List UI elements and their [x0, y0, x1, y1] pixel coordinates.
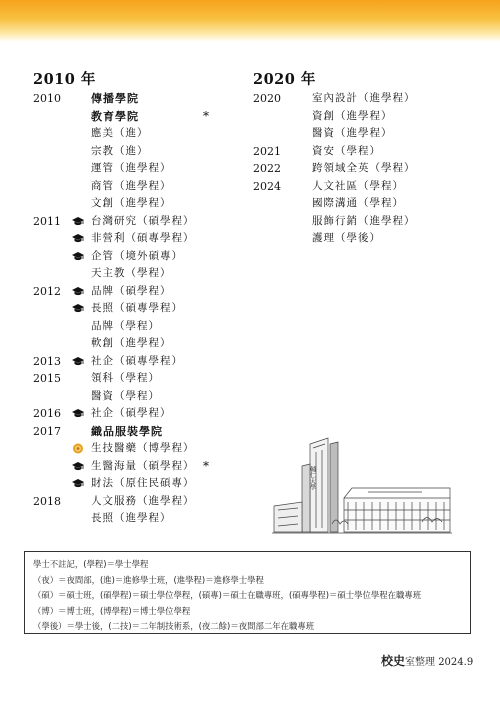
program-entry [33, 248, 243, 266]
program-name: 生技醫藥（博學程） [91, 442, 195, 454]
program-entry [33, 335, 243, 353]
graduation-cap-icon [72, 478, 84, 489]
program-name: 台灣研究（碩學程） [91, 214, 195, 227]
program-name: 室內設計（進學程） [312, 92, 416, 104]
decade-2020-column [253, 70, 473, 248]
program-entry [33, 405, 243, 423]
footer-text: 室整理 2024.9 [405, 657, 474, 668]
graduation-cap-icon [72, 286, 84, 297]
graduation-cap-icon [72, 251, 84, 262]
asterisk-mark: * [203, 458, 209, 473]
abbreviation-notes-box [24, 551, 471, 634]
year-label: 2024 [253, 179, 281, 193]
program-list [33, 90, 243, 528]
program-entry [33, 510, 243, 528]
year-label: 2013 [33, 354, 61, 368]
note-line: （夜）＝夜間部，(進)＝進修學士班，(進學程)＝進修學士學程 [33, 574, 264, 585]
program-name: 人文社區（學程） [312, 179, 404, 192]
program-entry [253, 213, 473, 231]
program-name: 文創（進學程） [91, 197, 172, 209]
program-name: 社企（碩學程） [91, 407, 172, 419]
program-entry [33, 265, 243, 283]
program-name: 企管（境外碩專） [91, 249, 183, 262]
program-entry [253, 108, 473, 126]
footer-org: 校史 [381, 654, 406, 668]
campus-building-sketch [272, 436, 452, 536]
program-name: 資創（進學程） [312, 109, 393, 122]
program-name: 傳播學院 [91, 92, 139, 105]
decade-2010-column [33, 70, 243, 528]
program-name: 長照（進學程） [91, 512, 172, 524]
program-entry [33, 423, 243, 441]
year-label: 2011 [33, 214, 61, 228]
program-entry [253, 90, 473, 108]
year-label: 2018 [33, 494, 61, 508]
graduation-cap-icon [72, 216, 84, 227]
program-name: 品牌（碩學程） [91, 284, 172, 297]
program-entry [253, 195, 473, 213]
program-entry [33, 143, 243, 161]
program-entry [33, 440, 243, 458]
program-entry [33, 125, 243, 143]
program-entry [33, 230, 243, 248]
year-label: 2017 [33, 424, 61, 438]
program-entry [33, 283, 243, 301]
program-name: 服飾行銷（進學程） [312, 214, 416, 227]
program-entry [33, 300, 243, 318]
program-name: 教育學院 [91, 109, 139, 123]
program-name: 軟創（進學程） [91, 337, 172, 349]
year-label: 2010 [33, 92, 61, 105]
program-entry [253, 160, 473, 178]
program-name: 商管（進學程） [91, 179, 172, 192]
program-entry [33, 318, 243, 336]
program-entry [33, 493, 243, 511]
graduation-cap-icon [72, 233, 84, 244]
decade-title: 2020 年 [253, 71, 316, 88]
program-name: 品牌（學程） [91, 319, 160, 332]
program-name: 醫資（進學程） [312, 127, 393, 139]
program-entry [33, 475, 243, 493]
program-name: 人文服務（進學程） [91, 494, 195, 507]
program-entry [253, 178, 473, 196]
program-entry [33, 195, 243, 213]
graduation-cap-icon [72, 461, 84, 472]
program-name: 國際溝通（學程） [312, 197, 404, 209]
program-name: 非營利（碩專學程） [91, 232, 195, 244]
program-name: 財法（原住民碩專） [91, 477, 195, 489]
program-name: 領科（學程） [91, 372, 160, 384]
program-entry [253, 143, 473, 161]
year-label: 2020 [253, 92, 281, 105]
year-label: 2012 [33, 284, 61, 298]
program-name: 運管（進學程） [91, 162, 172, 174]
program-entry [33, 90, 243, 108]
program-entry [33, 388, 243, 406]
program-entry [33, 178, 243, 196]
program-list [253, 90, 473, 248]
program-entry [33, 370, 243, 388]
doctoral-medal-icon [72, 443, 84, 454]
program-name: 資安（學程） [312, 144, 381, 157]
note-line: （碩）＝碩士班，(碩學程)＝碩士學位學程，(碩專)＝碩士在職專班，(碩專學程)＝碩士學位學程在職專班 [33, 590, 422, 600]
program-entry [33, 160, 243, 178]
year-label: 2022 [253, 162, 281, 175]
graduation-cap-icon [72, 303, 84, 314]
footer-credit [381, 652, 473, 669]
program-name: 生醫海量（碩學程） [91, 459, 195, 472]
note-line: （博）＝博士班，(博學程)＝博士學位學程 [33, 605, 191, 616]
program-name: 長照（碩專學程） [91, 302, 183, 314]
program-entry [253, 125, 473, 143]
header-gradient-band [0, 0, 500, 42]
year-label: 2021 [253, 144, 281, 158]
program-name: 社企（碩專學程） [91, 354, 183, 367]
program-name: 應美（進） [91, 127, 149, 139]
program-entry [33, 108, 243, 126]
note-line: 學士不註記，(學程)＝學士學程 [33, 559, 149, 569]
program-entry [33, 353, 243, 371]
decade-title: 2010 年 [33, 71, 96, 88]
year-label: 2015 [33, 372, 61, 385]
program-name: 宗教（進） [91, 144, 149, 157]
program-entry [33, 458, 243, 476]
note-line: （學後）＝學士後，(二技)＝二年制技術系，(夜二餘)＝夜間部二年在職專班 [33, 621, 315, 631]
program-entry [253, 230, 473, 248]
year-label: 2016 [33, 407, 61, 420]
program-name: 織品服裝學院 [91, 424, 163, 438]
program-entry [33, 213, 243, 231]
program-name: 醫資（學程） [91, 389, 160, 402]
graduation-cap-icon [72, 408, 84, 419]
program-name: 天主教（學程） [91, 267, 172, 279]
building-sign-text: 輔仁大學 [308, 466, 316, 490]
program-name: 跨領域全英（學程） [312, 162, 416, 174]
program-name: 護理（學後） [312, 232, 381, 244]
asterisk-mark: * [203, 108, 209, 123]
graduation-cap-icon [72, 356, 84, 367]
